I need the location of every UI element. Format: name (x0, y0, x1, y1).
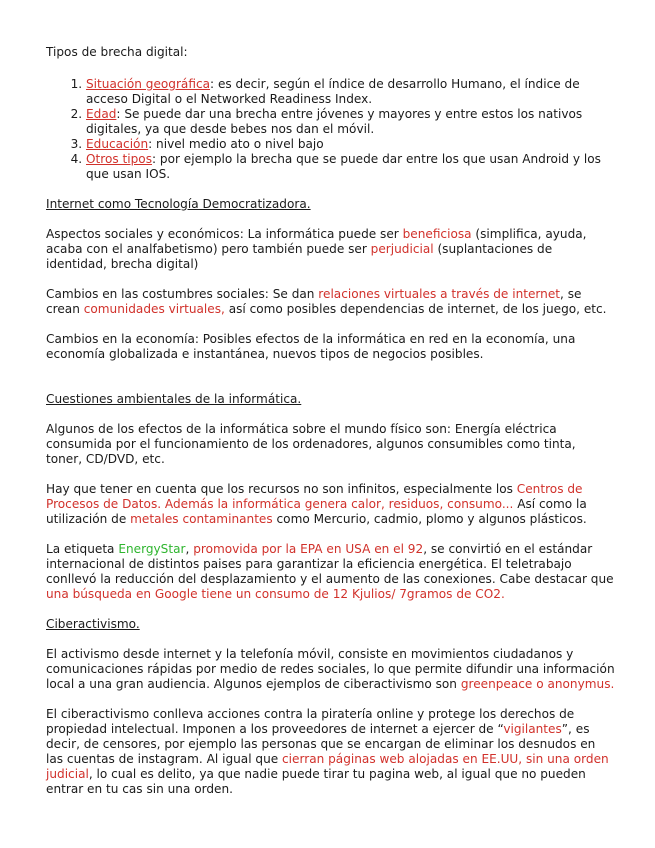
paragraph-recursos: Hay que tener en cuenta que los recursos no son infinitos, especialmente los Centros de Procesos de Datos. Además la informática genera calor, residuos, consumo... Así como la utilización de metales contaminantes como Mercurio, cadmio, plomo y algunos plásticos. (46, 482, 587, 526)
list-item: 3. Educación: nivel medio ato o nivel bajo (86, 137, 615, 152)
section-heading-ciberactivismo: Ciberactivismo. (46, 617, 140, 631)
paragraph-pirateria: El ciberactivismo conlleva acciones contra la piratería online y protege los derechos de propiedad intelectual. Imponen a los proveedores de internet a ejercer de “vigilantes”, es decir, de censores, por ejemplo las personas que se encargan de eliminar los desnudos en las cuentas de instagram. Al igual que cierran páginas web alojadas en EE.UU, sin una orden judicial, lo cual es delito, ya que nadie puede tirar tu pagina web, al igual que no pueden entrar en tu cas sin una orden. (46, 707, 609, 796)
paragraph-activismo: El activismo desde internet y la telefonía móvil, consiste en movimientos ciudadanos y comunicaciones rápidas por medio de redes sociales, lo que permite difundir una información local a una gran audiencia. Algunos ejemplos de ciberactivismo son greenpeace o anonymus. (46, 647, 615, 691)
paragraph-economia: Cambios en la economía: Posibles efectos de la informática en red en la economía, una economía globalizada e instantánea, nuevos tipos de negocios posibles. (46, 332, 576, 361)
paragraph-aspectos: Aspectos sociales y económicos: La informática puede ser beneficiosa (simplifica, ayuda, acaba con el analfabetismo) pero también puede ser perjudicial (suplantaciones de identidad, brecha digital) (46, 227, 587, 271)
list-term: Edad (86, 107, 117, 121)
intro-heading: Tipos de brecha digital: (46, 45, 188, 59)
paragraph-efectos: Algunos de los efectos de la informática sobre el mundo físico son: Energía eléctrica consumida por el funcionamiento de los ordenadores, algunos consumibles como tinta, toner, CD/DVD, etc. (46, 422, 576, 466)
list-item: 2. Edad: Se puede dar una brecha entre jóvenes y mayores y entre estos los nativos digitales, ya que desde bebes nos dan el móvil. (86, 107, 615, 137)
list-term: Otros tipos (86, 152, 152, 166)
list-term: Educación (86, 137, 149, 151)
list-term: Situación geográfica (86, 77, 211, 91)
list-item: 1. Situación geográfica: es decir, según el índice de desarrollo Humano, el índice de acceso Digital o el Networked Readiness Index. (86, 77, 615, 107)
section-heading-democratizadora: Internet como Tecnología Democratizadora. (46, 197, 311, 211)
paragraph-costumbres: Cambios en las costumbres sociales: Se dan relaciones virtuales a través de internet, se crean comunidades virtuales, así como posibles dependencias de internet, de los juego, etc. (46, 287, 607, 316)
section-heading-ambientales: Cuestiones ambientales de la informática. (46, 392, 302, 406)
list-item: 4. Otros tipos: por ejemplo la brecha que se puede dar entre los que usan Android y los que usan IOS. (86, 152, 615, 182)
brecha-types-list (46, 77, 615, 182)
paragraph-energystar: La etiqueta EnergyStar, promovida por la EPA en USA en el 92, se convirtió en el estándar internacional de distintos paises para garantizar la eficiencia energética. El teletrabajo conllevó la reducción del desplazamiento y el aumento de las conexiones. Cabe destacar que una búsqueda en Google tiene un consumo de 12 Kjulios/ 7gramos de CO2. (46, 542, 614, 601)
